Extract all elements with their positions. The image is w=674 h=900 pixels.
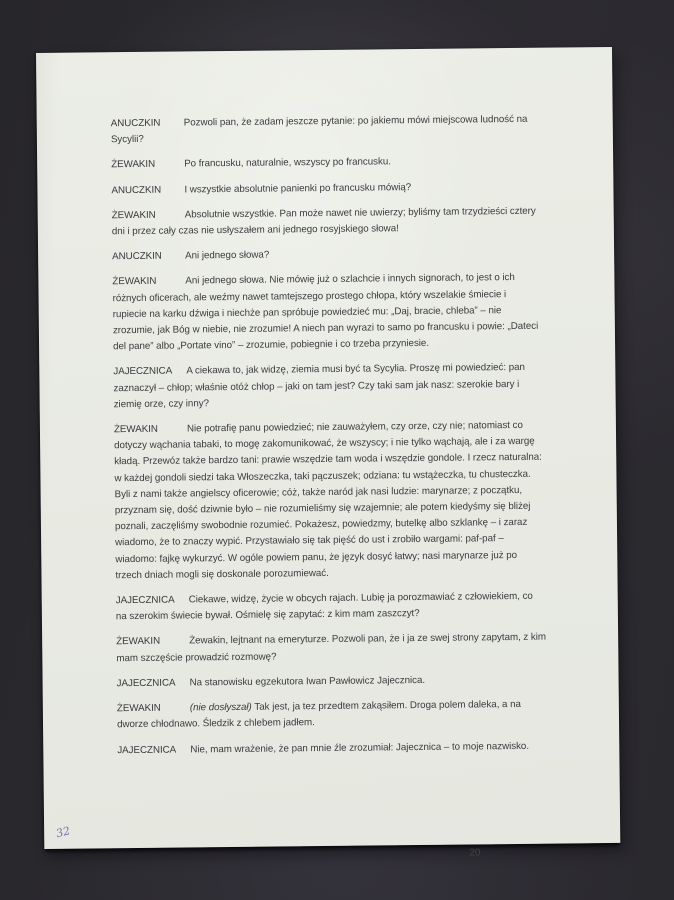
dialogue-paragraph	[112, 204, 542, 241]
speaker-name: ŻEWAKIN	[111, 159, 156, 171]
page-number: 20	[469, 847, 481, 859]
speech-text: Ani jednego słowa. Nie mówię już o szlachcie i innych signorach, to jest o ich różnych oficerach, ale weźmy nawet tamtejszego prostego chłopa, który wszelakie śmiecie i rupiecie na karku dźwiga i niechże pan spróbuje powiedzieć mu: „Daj, bracie, chleba” – nie zrozumie, jak Bóg w niebie, nie zrozumie! A niech pan wyrazi to samo po francusku i powie: „Dateci del pane” albo „Portate vino” – zrozumie, pobiegnie i co trzeba przyniesie.	[112, 272, 539, 353]
speech-text: I wszystkie absolutnie panienki po francusku mówią?	[184, 181, 412, 196]
speech-text: Tak jest, ja tez przedtem zakąsiłem. Droga polem daleka, a na dworze chłodnawo. Śledzik z chlebem jadłem.	[116, 699, 521, 731]
speaker-name: ANUCZKIN	[112, 250, 162, 263]
speaker-name: ŻEWAKIN	[116, 702, 161, 715]
stage-direction: (nie dosłyszał)	[189, 701, 255, 714]
dialogue-paragraph	[117, 672, 547, 693]
speech-text: Żewakin, lejtnant na emeryturze. Pozwoli pan, że i ja ze swej strony zapytam, z kim mam szczęście prowadzić rozmowę?	[116, 632, 547, 664]
speaker-name: JAJECZNICA	[113, 366, 173, 378]
dialogue-paragraph	[117, 697, 547, 734]
speaker-name: JAJECZNICA	[116, 677, 176, 690]
handwritten-annotation: 32	[54, 824, 72, 841]
speaker-name: JAJECZNICA	[117, 744, 177, 756]
dialogue-paragraph	[116, 630, 546, 667]
speaker-name: ŻEWAKIN	[112, 276, 157, 288]
speech-text: Pozwoli pan, że zadam jeszcze pytanie: po jakiemu mówi miejscowa ludność na Sycylii?	[110, 113, 528, 146]
script-page	[36, 47, 620, 859]
dialogue-paragraph	[117, 738, 547, 759]
speaker-name: ANUCZKIN	[111, 184, 162, 196]
speaker-name: ŻEWAKIN	[116, 636, 161, 648]
dialogue-paragraph	[112, 245, 542, 266]
dialogue-paragraph	[113, 360, 543, 413]
speech-text: Nie potrafię panu powiedzieć; nie zauważyłem, czy orze, czy nie; natomiast co dotyczy wąchania tabaki, to mogę zakomunikować, że wszyscy; i nie tylko wąchają, ale i za wargę kładą. Przewóz także bardzo tani: prawie wszędzie tam woda i wszędzie gondole. I rzecz naturalna: w każdej gondoli siedzi taka Włoszeczka, taki pączuszek; odziana: tu wstążeczka, tu chusteczka. Byli z nami także angielscy oficerowie; cóż, także naród jak nasi ludzie: marynarze; z początku, przyznam się, dość dziwnie było – nie rozumieliśmy się wzajemnie; ale potem kiedyśmy się bliżej poznali, zaczęliśmy swobodnie rozumieć. Pokażesz, powiedzmy, butelkę albo szklankę – i zaraz wiadomo, że to znaczy wypić. Przystawiało się tak pięść do ust i zrobiło wargami: paf-paf – wiadomo: fajkę wykurzyć. W ogóle powiem panu, że język dosyć łatwy; nasi marynarze już po trzech dniach mogli się doskonale porozumiewać.	[114, 419, 542, 582]
speech-text: Ani jednego słowa?	[185, 249, 270, 262]
speech-text: Nie, mam wrażenie, że pan mnie źle zrozumiał: Jajecznica – to moje nazwisko.	[190, 740, 530, 755]
dialogue-paragraph	[111, 178, 541, 199]
dialogue-paragraph	[116, 589, 546, 626]
speech-text: Absolutnie wszystkie. Pan może nawet nie uwierzy; byliśmy tam trzydzieści cztery dni i przez cały czas nie usłyszałem ani jednego rosyjskiego słowa!	[111, 205, 536, 238]
dialogue-paragraph	[111, 112, 541, 149]
speaker-name: ŻEWAKIN	[111, 209, 156, 222]
dialogue-paragraph	[114, 418, 546, 585]
page-content	[110, 112, 548, 859]
dialogue-list	[111, 112, 548, 759]
speech-text: A ciekawa to, jak widzę, ziemia musi być ta Sycylia. Proszę mi powiedzieć: pan zaznaczył – chłop; właśnie otóż chłop – jaki on tam jest? Czy taki sam jak nasz: szerokie bary i ziemię orze, czy inny?	[113, 362, 525, 411]
speech-text: Po francusku, naturalnie, wszyscy po francusku.	[184, 156, 391, 170]
speaker-name: JAJECZNICA	[115, 594, 175, 607]
dialogue-paragraph	[112, 270, 543, 356]
speaker-name: ANUCZKIN	[110, 117, 161, 130]
speech-text: Ciekawe, widzę, życie w obcych rajach. Lubię ja porozmawiać z człowiekiem, co na szerokim świecie bywał. Ośmielę się zapytać: z kim mam zaszczyt?	[115, 590, 533, 623]
speaker-name: ŻEWAKIN	[113, 423, 158, 436]
dialogue-paragraph	[111, 153, 541, 174]
speech-text: Na stanowisku egzekutora Iwan Pawłowicz Jajecznica.	[189, 674, 426, 689]
